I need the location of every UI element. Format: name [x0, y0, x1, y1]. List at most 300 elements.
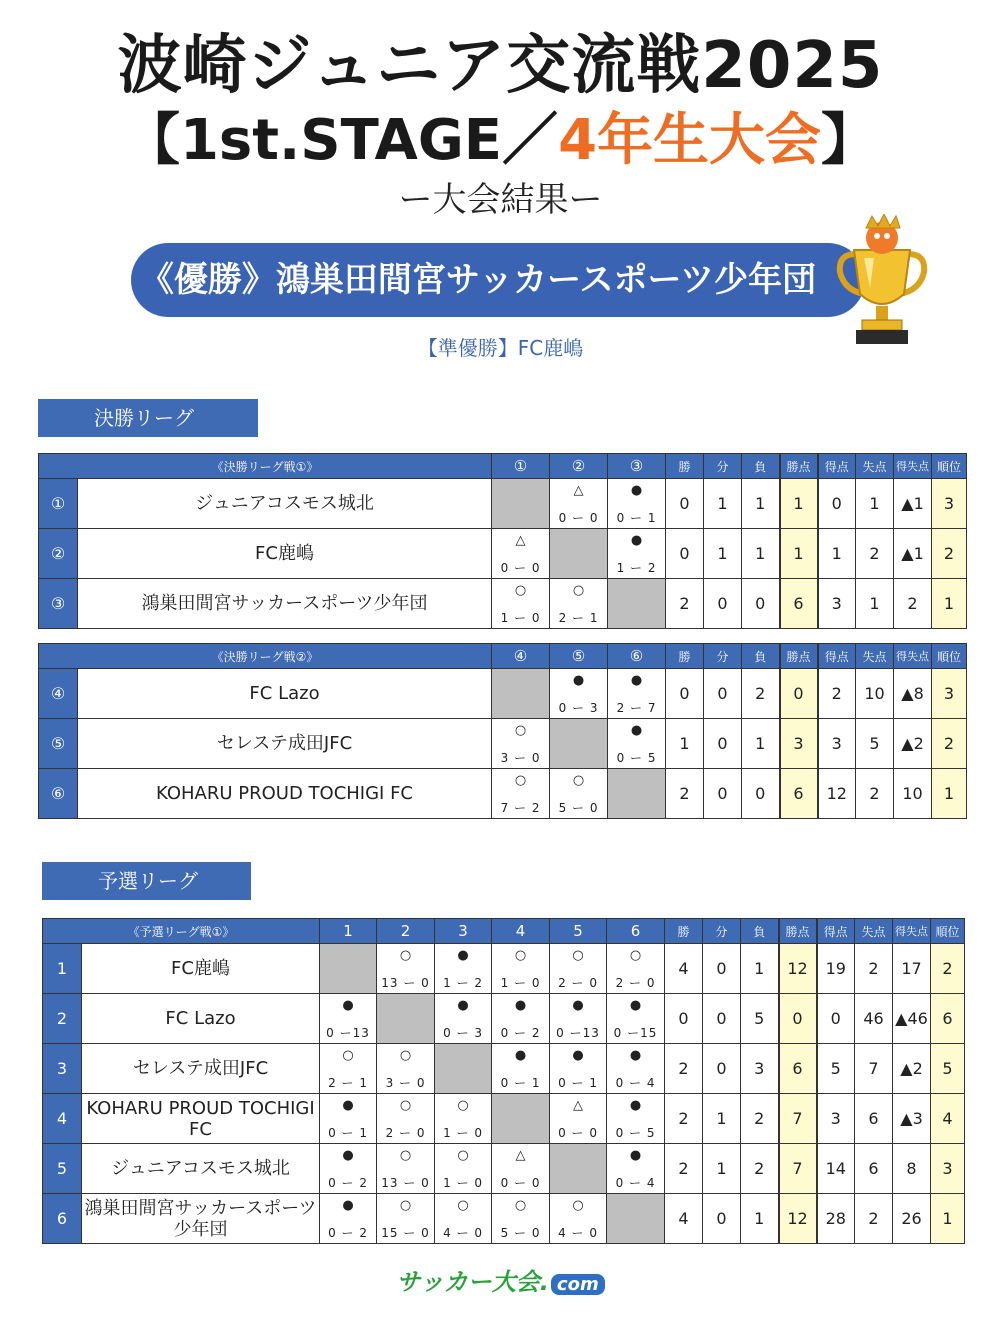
stage-grade: 4年生大会	[558, 108, 822, 173]
stat-header: 分	[704, 454, 742, 479]
result-cell	[377, 1044, 435, 1094]
prelim-league-table	[42, 918, 965, 1244]
stat-value: 3	[741, 1044, 779, 1094]
result-cell	[550, 479, 608, 529]
stat-header: 得失点	[894, 644, 932, 669]
stat-value: 3	[932, 479, 967, 529]
page-title: 波崎ジュニア交流戦2025	[117, 29, 884, 103]
result-score: 0 ー 1	[328, 1126, 368, 1140]
opponent-header: ⑥	[608, 644, 666, 669]
stat-value: 0	[742, 579, 780, 629]
stat-value: 0	[666, 669, 704, 719]
result-score: 0 ー 0	[558, 511, 599, 525]
stat-header: 失点	[855, 919, 893, 944]
stat-header: 得失点	[893, 919, 931, 944]
result-score: 1 ー 0	[500, 976, 541, 990]
stat-value: 1	[704, 479, 742, 529]
team-name: ジュニアコスモス城北	[82, 1144, 320, 1194]
stat-value: 5	[856, 719, 894, 769]
result-symbol: ○	[572, 583, 585, 598]
table-row	[39, 529, 967, 579]
stat-value: 17	[893, 944, 931, 994]
result-score: 1 ー 0	[500, 611, 541, 625]
table-row	[43, 1044, 965, 1094]
result-cell	[492, 719, 550, 769]
table-title: 《予選リーグ戦①》	[43, 919, 320, 944]
team-name: FC鹿嶋	[78, 529, 492, 579]
result-score: 0 ー 4	[615, 1076, 656, 1090]
stat-value: 6	[779, 1044, 817, 1094]
stat-value: 5	[931, 1044, 965, 1094]
team-name: FC Lazo	[78, 669, 492, 719]
stat-value: ▲3	[893, 1094, 931, 1144]
row-number: 3	[43, 1044, 82, 1094]
stat-value: 2	[818, 669, 856, 719]
row-number: ④	[39, 669, 78, 719]
stat-value: 1	[818, 529, 856, 579]
stat-value: 6	[780, 769, 818, 819]
result-symbol: ●	[457, 998, 469, 1013]
result-score: 3 ー 0	[385, 1076, 426, 1090]
stat-value: 7	[779, 1144, 817, 1194]
result-cell	[608, 669, 666, 719]
result-cell	[377, 1194, 435, 1244]
result-score: 0 ー 5	[616, 751, 657, 765]
result-cell	[550, 669, 608, 719]
row-number: ⑤	[39, 719, 78, 769]
result-score: 2 ー 0	[385, 1126, 426, 1140]
result-symbol: ●	[629, 998, 642, 1013]
result-symbol: ○	[629, 948, 642, 963]
stat-value: 0	[817, 994, 855, 1044]
result-score: 0 ー 5	[615, 1126, 656, 1140]
result-cell	[492, 579, 550, 629]
result-cell	[550, 994, 607, 1044]
result-cell	[607, 994, 665, 1044]
table-row	[39, 579, 967, 629]
opponent-header: 4	[492, 919, 550, 944]
result-symbol: ○	[399, 1148, 412, 1163]
result-cell	[435, 1094, 492, 1144]
result-score: 0 ー 2	[328, 1176, 368, 1190]
stat-value: 1	[780, 529, 818, 579]
stat-value: 2	[856, 529, 894, 579]
stat-value: 5	[741, 994, 779, 1044]
result-score: 0 ー 2	[500, 1026, 541, 1040]
diagonal-cell	[435, 1044, 492, 1094]
result-score: 0 ー 1	[616, 511, 657, 525]
result-cell	[550, 1094, 607, 1144]
stat-value: 46	[855, 994, 893, 1044]
stat-header: 勝点	[780, 454, 818, 479]
trophy-icon	[834, 214, 930, 348]
stat-value: 0	[780, 669, 818, 719]
result-cell	[550, 1044, 607, 1094]
table-row	[39, 479, 967, 529]
result-symbol: ●	[572, 998, 584, 1013]
stat-header: 分	[704, 644, 742, 669]
opponent-header: ③	[608, 454, 666, 479]
result-symbol: △	[515, 1148, 526, 1163]
result-score: 3 ー 0	[500, 751, 541, 765]
team-name: KOHARU PROUD TOCHIGI FC	[82, 1094, 320, 1144]
result-symbol: ●	[572, 1048, 584, 1063]
stat-value: 0	[703, 1194, 741, 1244]
result-score: 2 ー 1	[328, 1076, 368, 1090]
result-score: 1 ー 2	[443, 976, 483, 990]
result-symbol: ○	[514, 583, 527, 598]
result-symbol: ●	[342, 1148, 354, 1163]
team-name: セレステ成田JFC	[82, 1044, 320, 1094]
stat-value: 1	[741, 1194, 779, 1244]
result-score: 0 ー 3	[558, 701, 599, 715]
stat-value: 2	[894, 579, 932, 629]
result-symbol: ○	[457, 1148, 469, 1163]
stat-value: 1	[703, 1094, 741, 1144]
team-name: 鴻巣田間宮サッカースポーツ少年団	[78, 579, 492, 629]
stat-header: 得点	[817, 919, 855, 944]
stat-value: 28	[817, 1194, 855, 1244]
stat-header: 負	[742, 644, 780, 669]
stat-value: 2	[856, 769, 894, 819]
stat-value: 3	[780, 719, 818, 769]
diagonal-cell	[320, 944, 377, 994]
stat-value: 4	[665, 944, 703, 994]
result-symbol: △	[573, 483, 584, 498]
result-symbol: ○	[399, 1098, 412, 1113]
result-score: 5 ー 0	[558, 801, 599, 815]
stat-header: 分	[703, 919, 741, 944]
stat-value: ▲2	[894, 719, 932, 769]
stat-value: 1	[931, 1194, 965, 1244]
result-cell	[435, 1194, 492, 1244]
row-number: ①	[39, 479, 78, 529]
stat-value: 1	[704, 529, 742, 579]
stat-value: 0	[704, 719, 742, 769]
stat-value: 2	[666, 769, 704, 819]
stat-value: 3	[931, 1144, 965, 1194]
table-title: 《決勝リーグ戦①》	[39, 454, 492, 479]
stat-value: 0	[703, 944, 741, 994]
subtitle: ー大会結果ー	[398, 180, 603, 220]
result-cell	[608, 529, 666, 579]
result-score: 0 ー13	[326, 1026, 370, 1040]
stat-value: 3	[932, 669, 967, 719]
result-score: 0 ー 1	[500, 1076, 541, 1090]
stat-value: 2	[665, 1094, 703, 1144]
stat-header: 得点	[818, 454, 856, 479]
stat-value: 1	[742, 719, 780, 769]
stage-open: 【1st.STAGE／	[123, 108, 559, 173]
result-cell	[320, 1194, 377, 1244]
stat-value: 10	[856, 669, 894, 719]
stat-header: 勝	[665, 919, 703, 944]
table-row	[43, 994, 965, 1044]
stat-header: 勝点	[780, 644, 818, 669]
stat-value: 1	[856, 579, 894, 629]
team-name: FC鹿嶋	[82, 944, 320, 994]
table-row	[39, 669, 967, 719]
stat-value: 3	[818, 719, 856, 769]
result-cell	[320, 1044, 377, 1094]
result-symbol: ○	[572, 773, 585, 788]
stat-header: 得失点	[894, 454, 932, 479]
stat-value: 26	[893, 1194, 931, 1244]
result-cell	[608, 719, 666, 769]
result-score: 0 ー 0	[500, 1176, 541, 1190]
opponent-header: 5	[550, 919, 607, 944]
result-symbol: ●	[572, 673, 585, 688]
stat-value: 0	[704, 669, 742, 719]
stat-header: 失点	[856, 454, 894, 479]
result-symbol: ○	[342, 1048, 354, 1063]
result-symbol: ●	[629, 1048, 642, 1063]
result-symbol: ●	[514, 1048, 527, 1063]
result-symbol: ●	[342, 1098, 354, 1113]
stat-header: 勝	[666, 644, 704, 669]
stat-value: 1	[742, 529, 780, 579]
final-league-table-1	[38, 453, 967, 629]
stat-value: 0	[704, 579, 742, 629]
result-cell	[608, 479, 666, 529]
result-score: 1 ー 2	[616, 561, 657, 575]
stat-value: 6	[780, 579, 818, 629]
champion-banner: 《優勝》鴻巣田間宮サッカースポーツ少年団	[131, 243, 865, 317]
row-number: ③	[39, 579, 78, 629]
result-symbol: △	[573, 1098, 584, 1113]
row-number: ⑥	[39, 769, 78, 819]
stat-value: 3	[818, 579, 856, 629]
diagonal-cell	[550, 1144, 607, 1194]
result-cell	[320, 1144, 377, 1194]
logo-com: com	[551, 1274, 605, 1295]
result-cell	[492, 1044, 550, 1094]
row-number: 5	[43, 1144, 82, 1194]
result-score: 0 ー13	[556, 1026, 600, 1040]
result-symbol: △	[515, 533, 526, 548]
result-symbol: ●	[629, 1148, 642, 1163]
result-symbol: ○	[514, 948, 527, 963]
stat-value: 2	[932, 529, 967, 579]
result-cell	[550, 579, 608, 629]
result-symbol: ○	[514, 1198, 527, 1213]
stat-value: 5	[817, 1044, 855, 1094]
stat-value: 2	[742, 669, 780, 719]
prelim-league-label: 予選リーグ	[42, 862, 251, 900]
opponent-header: 1	[320, 919, 377, 944]
stat-value: 0	[703, 1044, 741, 1094]
table-title: 《決勝リーグ戦②》	[39, 644, 492, 669]
result-score: 0 ー 0	[558, 1126, 598, 1140]
stat-value: 2	[665, 1144, 703, 1194]
row-number: 4	[43, 1094, 82, 1144]
stat-value: 2	[855, 944, 893, 994]
stage-title	[0, 96, 1001, 176]
result-score: 0 ー15	[613, 1026, 658, 1040]
result-score: 2 ー 0	[615, 976, 656, 990]
result-symbol: ●	[629, 1098, 642, 1113]
opponent-header: 3	[435, 919, 492, 944]
result-score: 1 ー 0	[443, 1126, 483, 1140]
result-cell	[607, 1094, 665, 1144]
stat-value: 1	[703, 1144, 741, 1194]
result-score: 4 ー 0	[443, 1226, 483, 1240]
result-cell	[492, 769, 550, 819]
opponent-header: ①	[492, 454, 550, 479]
result-cell	[492, 994, 550, 1044]
team-name: 鴻巣田間宮サッカースポーツ少年団	[82, 1194, 320, 1244]
stat-value: 7	[855, 1044, 893, 1094]
stat-value: ▲1	[894, 529, 932, 579]
site-logo	[0, 1262, 1001, 1297]
diagonal-cell	[550, 719, 608, 769]
result-cell	[550, 1194, 607, 1244]
result-score: 13 ー 0	[381, 1176, 430, 1190]
logo-main: サッカー大会.	[396, 1268, 549, 1296]
stat-value: 6	[931, 994, 965, 1044]
result-symbol: ●	[630, 723, 643, 738]
result-score: 5 ー 0	[500, 1226, 541, 1240]
team-name: KOHARU PROUD TOCHIGI FC	[78, 769, 492, 819]
row-number: ②	[39, 529, 78, 579]
stat-value: 0	[666, 479, 704, 529]
result-symbol: ○	[457, 1198, 469, 1213]
stage-close: 】	[821, 108, 878, 173]
result-cell	[492, 944, 550, 994]
result-cell	[435, 994, 492, 1044]
stat-value: 1	[932, 769, 967, 819]
stat-value: 0	[665, 994, 703, 1044]
stat-value: 1	[856, 479, 894, 529]
stat-value: 1	[742, 479, 780, 529]
stat-value: 14	[817, 1144, 855, 1194]
stat-value: 1	[666, 719, 704, 769]
result-symbol: ●	[514, 998, 527, 1013]
result-symbol: ○	[399, 948, 412, 963]
result-symbol: ●	[342, 998, 354, 1013]
result-score: 4 ー 0	[558, 1226, 598, 1240]
stat-value: 2	[931, 944, 965, 994]
stat-value: 10	[894, 769, 932, 819]
stat-value: 2	[741, 1144, 779, 1194]
stat-value: 6	[855, 1144, 893, 1194]
diagonal-cell	[492, 669, 550, 719]
result-score: 2 ー 7	[616, 701, 657, 715]
stat-value: ▲1	[894, 479, 932, 529]
result-score: 2 ー 1	[558, 611, 599, 625]
table-row	[43, 1144, 965, 1194]
stat-value: 0	[779, 994, 817, 1044]
team-name: ジュニアコスモス城北	[78, 479, 492, 529]
result-cell	[492, 1144, 550, 1194]
result-symbol: ●	[457, 948, 469, 963]
result-cell	[377, 1094, 435, 1144]
result-symbol: ●	[630, 673, 643, 688]
stat-value: 2	[741, 1094, 779, 1144]
diagonal-cell	[377, 994, 435, 1044]
table-row	[43, 944, 965, 994]
opponent-header: 6	[607, 919, 665, 944]
stat-value: 0	[666, 529, 704, 579]
result-score: 7 ー 2	[500, 801, 541, 815]
result-cell	[320, 1094, 377, 1144]
diagonal-cell	[550, 529, 608, 579]
stat-header: 順位	[931, 919, 965, 944]
result-symbol: ○	[399, 1198, 412, 1213]
stat-value: 2	[855, 1194, 893, 1244]
opponent-header: ②	[550, 454, 608, 479]
result-cell	[377, 944, 435, 994]
stat-value: 12	[779, 1194, 817, 1244]
team-name: FC Lazo	[82, 994, 320, 1044]
stat-header: 負	[742, 454, 780, 479]
result-cell	[320, 994, 377, 1044]
stat-header: 勝	[666, 454, 704, 479]
stat-header: 負	[741, 919, 779, 944]
result-cell	[607, 1044, 665, 1094]
result-cell	[377, 1144, 435, 1194]
result-score: 15 ー 0	[381, 1226, 430, 1240]
result-cell	[607, 944, 665, 994]
stat-value: 0	[704, 769, 742, 819]
stat-value: 4	[665, 1194, 703, 1244]
result-cell	[492, 1194, 550, 1244]
opponent-header: ⑤	[550, 644, 608, 669]
opponent-header: 2	[377, 919, 435, 944]
result-symbol: ○	[514, 773, 527, 788]
stat-value: ▲46	[893, 994, 931, 1044]
stat-value: 12	[818, 769, 856, 819]
result-score: 0 ー 2	[328, 1226, 368, 1240]
stat-value: 6	[855, 1094, 893, 1144]
stat-value: ▲2	[893, 1044, 931, 1094]
diagonal-cell	[608, 769, 666, 819]
result-score: 2 ー 0	[558, 976, 598, 990]
stat-value: ▲8	[894, 669, 932, 719]
table-row	[39, 769, 967, 819]
result-cell	[607, 1144, 665, 1194]
result-cell	[550, 944, 607, 994]
stat-value: 12	[779, 944, 817, 994]
result-score: 0 ー 1	[558, 1076, 598, 1090]
diagonal-cell	[608, 579, 666, 629]
result-cell	[435, 1144, 492, 1194]
stat-value: 0	[742, 769, 780, 819]
diagonal-cell	[492, 1094, 550, 1144]
result-cell	[435, 944, 492, 994]
runner-up: 【準優勝】FC鹿嶋	[417, 336, 584, 360]
stat-header: 順位	[932, 454, 967, 479]
result-score: 0 ー 3	[443, 1026, 483, 1040]
result-symbol: ●	[630, 483, 643, 498]
stat-value: 2	[665, 1044, 703, 1094]
result-symbol: ●	[630, 533, 643, 548]
final-league-table-2	[38, 643, 967, 819]
stat-value: 8	[893, 1144, 931, 1194]
result-score: 0 ー 4	[615, 1176, 656, 1190]
final-league-label: 決勝リーグ	[38, 399, 258, 437]
diagonal-cell	[607, 1194, 665, 1244]
stat-value: 2	[932, 719, 967, 769]
stat-value: 2	[666, 579, 704, 629]
stat-value: 7	[779, 1094, 817, 1144]
diagonal-cell	[492, 479, 550, 529]
stat-value: 4	[931, 1094, 965, 1144]
table-row	[43, 1194, 965, 1244]
result-score: 13 ー 0	[381, 976, 430, 990]
stat-header: 失点	[856, 644, 894, 669]
stat-header: 順位	[932, 644, 967, 669]
